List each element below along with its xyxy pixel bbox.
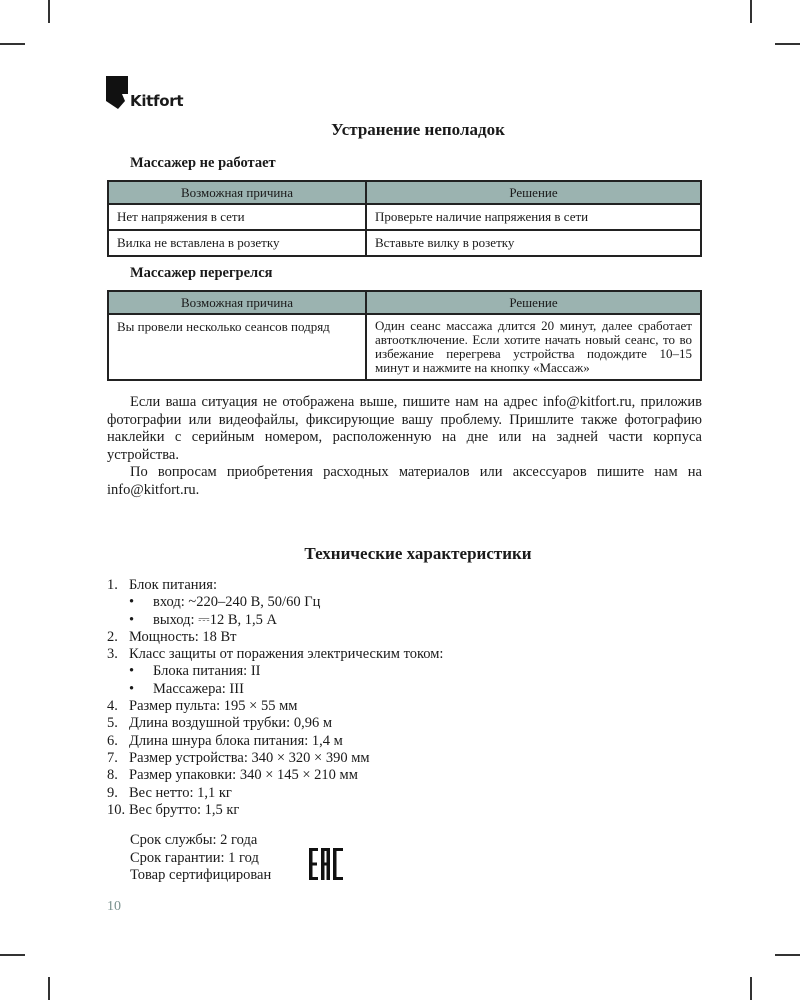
table-row [108,204,701,230]
section-heading: Массажер не работает [130,155,276,171]
table-row [108,314,701,380]
item-number: 2. [107,628,118,645]
crop-mark [48,977,50,1000]
crop-mark [0,954,25,956]
troubleshooting-table-2 [107,290,702,381]
item-text: Размер устройства: 340 × 320 × 390 мм [129,749,370,766]
item-number: 3. [107,646,118,663]
bullet-icon: • [129,594,135,611]
column-header-solution: Решение [366,181,701,204]
item-text: Размер упаковки: 340 × 145 × 210 мм [129,767,358,784]
solution-cell: Вставьте вилку в розетку [366,230,701,256]
crop-mark [775,954,800,956]
column-header-cause: Возможная причина [108,181,366,204]
item-text: Класс защиты от поражения электрическим током: [129,646,444,663]
item-text: Размер пульта: 195 × 55 мм [129,698,298,715]
item-number: 4. [107,698,118,715]
bullet-icon: • [129,680,135,697]
solution-cell: Один сеанс массажа длится 20 минут, далее сработает автоотключение. Если хотите начать новый сеанс, то во избежание перегрева устройства подождите 10–15 минут и нажмите на кнопку «Массаж» [366,314,701,380]
crop-mark [775,43,800,45]
item-number: 5. [107,715,118,732]
kitfort-logo-icon [106,76,128,112]
crop-mark [750,977,752,1000]
certification: Товар сертифицирован [130,867,272,883]
sub-item-text: вход: ~220–240 В, 50/60 Гц [153,594,321,611]
crop-mark [48,0,50,23]
support-paragraph: Если ваша ситуация не отображена выше, пишите нам на адрес info@kitfort.ru, приложив фотографии или видеофайлы, фиксирующие вашу проблему. Пришлите также фотографию наклейки с серийным номером, расположенную на дне или на задней части корпуса устройства. [107,394,702,463]
item-number: 8. [107,767,118,784]
cause-cell: Вы провели несколько сеансов подряд [108,314,366,380]
troubleshooting-title: Устранение неполадок [331,120,505,139]
item-text: Длина воздушной трубки: 0,96 м [129,715,332,732]
eac-certification-icon [309,848,344,885]
troubleshooting-table-1 [107,180,702,257]
item-text: Вес нетто: 1,1 кг [129,784,232,801]
accessories-paragraph: По вопросам приобретения расходных материалов или аксессуаров пишите нам на info@kitfort.ru. [107,464,702,498]
item-text: Блок питания: [129,577,217,593]
section-heading: Массажер перегрелся [130,265,273,281]
bullet-icon: • [129,611,135,628]
item-number: 10. [107,801,126,818]
cause-cell: Вилка не вставлена в розетку [108,230,366,256]
warranty-period: Срок гарантии: 1 год [130,849,259,866]
table-row [108,230,701,256]
specs-title: Технические характеристики [304,544,532,563]
solution-cell: Проверьте наличие напряжения в сети [366,204,701,230]
item-number: 6. [107,732,118,749]
sub-item-text: Массажера: III [153,680,244,697]
cause-cell: Нет напряжения в сети [108,204,366,230]
item-number: 1. [107,577,118,593]
item-number: 9. [107,784,118,801]
item-text: Длина шнура блока питания: 1,4 м [129,732,343,749]
bullet-icon: • [129,663,135,680]
item-text: Вес брутто: 1,5 кг [129,801,240,818]
crop-mark [0,43,25,45]
support-paragraphs [107,394,702,499]
item-number: 7. [107,749,118,766]
brand-name: Kitfort [130,92,184,110]
sub-item-text: выход: ⎓12 В, 1,5 А [153,611,277,628]
column-header-cause: Возможная причина [108,291,366,314]
item-text: Мощность: 18 Вт [129,628,237,645]
page-number: 10 [107,899,121,914]
sub-item-text: Блока питания: II [153,663,261,680]
service-life: Срок службы: 2 года [130,832,258,848]
column-header-solution: Решение [366,291,701,314]
warranty-info [130,832,271,885]
crop-mark [750,0,752,23]
